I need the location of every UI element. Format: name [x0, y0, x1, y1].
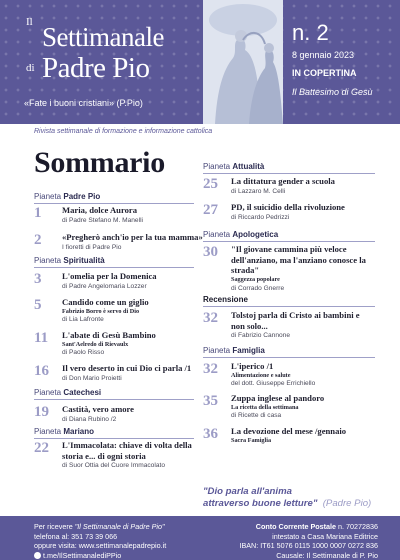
section-spiritualita [34, 256, 194, 268]
entry-subtitle: Fabrizio Borro è servo di Dio [62, 307, 140, 315]
entry-subtitle: Sant'Aelredo di Rievaulx [62, 340, 129, 348]
section-prefix: Pianeta [203, 230, 233, 239]
page-number: 27 [203, 202, 218, 218]
telegram-icon [34, 552, 41, 559]
entry-author: di Don Mario Proietti [62, 374, 122, 382]
entry-author: di Riccardo Pedrizzi [231, 213, 290, 221]
entry-title: Castità, vero amore [62, 404, 134, 414]
page-number: 32 [203, 310, 218, 326]
page-number: 36 [203, 426, 218, 442]
entry-subtitle: Alimentazione e salute [231, 371, 291, 379]
entry-title: Il vero deserto in cui Dio ci parla /1 [62, 363, 192, 373]
masthead-il: Il [26, 16, 33, 28]
footer-subscribe-text: Per ricevere [34, 522, 75, 531]
section-padre-pio [34, 192, 194, 204]
entry-author: di Padre Angelomaria Lozzer [62, 282, 147, 290]
section-prefix: Pianeta [203, 346, 233, 355]
issue-info [292, 20, 354, 60]
masthead-settimanale: Settimanale [42, 22, 164, 52]
page-number: 22 [34, 440, 49, 456]
section-catechesi [34, 388, 194, 400]
footer-causale-text: Il Settimanale di P. Pio [304, 551, 378, 560]
entry-title: L'Immacolata: chiave di volta della storia e... di ogni storia [62, 440, 192, 461]
entry-author: di Lia Lafronte [62, 316, 104, 324]
entry-title: La dittatura gender a scuola [231, 176, 335, 186]
section-prefix: Pianeta [34, 388, 64, 397]
entry-title: L'abate di Gesù Bambino [62, 330, 156, 340]
entry-title: "Il giovane cammina più veloce dell'anziano, ma l'anziano conosce la strada" [231, 244, 366, 276]
entry-subtitle: Saggezza popolare [231, 276, 280, 284]
footer-contacts [34, 522, 166, 560]
footer-telegram-link[interactable] [34, 551, 166, 560]
page-number: 19 [34, 404, 49, 420]
section-attualita [203, 162, 375, 174]
masthead-di: di [26, 62, 35, 74]
entry-title: Maria, dolce Aurora [62, 205, 138, 215]
masthead-header [0, 0, 400, 124]
entry-author: di Fabrizio Cannone [231, 332, 291, 340]
page-number: 16 [34, 363, 49, 379]
page-number: 32 [203, 361, 218, 377]
section-prefix: Pianeta [34, 427, 64, 436]
tagline: «Fate i buoni cristiani» (P.Pio) [24, 98, 143, 108]
cover-image [203, 0, 283, 124]
section-name: Catechesi [63, 388, 102, 397]
entry-author: I fioretti di Padre Pio [62, 243, 122, 251]
padre-pio-quote [203, 486, 371, 511]
section-prefix: Pianeta [34, 192, 64, 201]
quote-line-1: "Dio parla all'anima [203, 486, 292, 497]
section-name: Famiglia [232, 346, 265, 355]
entry-author: di Suor Ottia del Cuore Immacolato [62, 462, 165, 470]
section-prefix: Pianeta [34, 256, 64, 265]
entry-author: di Paolo Risso [62, 349, 105, 357]
section-recensione [203, 295, 375, 307]
footer-bar [0, 516, 400, 560]
entry-title: L'iperico /1 [231, 361, 274, 371]
footer-website-link[interactable]: oppure visita: www.settimanalepadrepio.it [34, 541, 167, 551]
page-number: 1 [34, 205, 42, 221]
entry-title: Tolstoj parla di Cristo ai bambini e non solo... [231, 310, 360, 331]
section-name: Spiritualità [63, 256, 105, 265]
footer-phone[interactable]: telefona al: 351 73 39 066 [34, 531, 118, 541]
quote-attribution: (Padre Pio) [322, 498, 372, 510]
entry-author: di Ricette di casa [231, 412, 282, 420]
quote-line-2: attraverso buone letture" [203, 498, 318, 510]
entry-title: L'omelia per la Domenica [62, 271, 157, 281]
footer-iban: IBAN: IT61 5076 0115 1000 0007 0272 836 [239, 541, 378, 551]
entry-author: di Padre Stefano M. Manelli [62, 216, 143, 224]
issue-number: n. 2 [292, 20, 329, 45]
page-number: 11 [34, 330, 49, 346]
section-name: Apologetica [232, 230, 279, 239]
cover-subject: Il Battesimo di Gesù [292, 87, 373, 97]
section-name: Mariano [63, 427, 95, 436]
footer-payment-info [239, 522, 378, 560]
footer-account-holder: intestato a Casa Mariana Editrice [272, 531, 378, 541]
section-famiglia [203, 346, 375, 358]
cover-label: IN COPERTINA [292, 68, 357, 78]
footer-telegram-text: t.me/IlSettimanalediPPio [43, 551, 122, 560]
section-name: Attualità [232, 162, 265, 171]
page-number: 5 [34, 297, 42, 313]
page-number: 25 [203, 176, 218, 192]
entry-author: di Lazzaro M. Celli [231, 187, 286, 195]
page-number: 3 [34, 271, 42, 287]
page-number: 2 [34, 232, 42, 248]
entry-title: «Pregherò anch'io per la tua mamma» [62, 232, 203, 242]
page-number: 35 [203, 393, 218, 409]
entry-author: di Diana Rubino /2 [62, 415, 117, 423]
entry-author: del dott. Giuseppe Errichiello [231, 380, 316, 388]
section-name: Padre Pio [63, 192, 101, 201]
section-apologetica [203, 230, 375, 242]
footer-magazine-name: "Il Settimanale di Padre Pio" [74, 522, 165, 531]
entry-title: PD, il suicidio della rivoluzione [231, 202, 345, 212]
section-mariano [34, 427, 194, 439]
entry-title: Candido come un giglio [62, 297, 149, 307]
page-number: 30 [203, 244, 218, 260]
entry-title: La devozione del mese /gennaio [231, 426, 347, 436]
entry-title: Zuppa inglese al pandoro [231, 393, 325, 403]
footer-account-label: Conto Corrente Postale [255, 522, 337, 531]
masthead-padre-pio: Padre Pio [42, 52, 150, 84]
entry-subtitle: La ricetta della settimana [231, 403, 299, 411]
section-prefix: Pianeta [203, 162, 233, 171]
issue-date: 8 gennaio 2023 [292, 50, 355, 60]
masthead-logo [24, 14, 204, 94]
footer-account-number: n. 70272836 [336, 522, 378, 531]
entry-subtitle: Sacra Famiglia [231, 436, 272, 444]
footer-causale-label: Causale: [276, 551, 305, 560]
page-title: Sommario [34, 146, 165, 179]
magazine-subtitle: Rivista settimanale di formazione e informazione cattolica [34, 128, 213, 135]
section-name: Recensione [203, 295, 248, 304]
entry-author: di Corrado Gnerre [231, 284, 285, 292]
